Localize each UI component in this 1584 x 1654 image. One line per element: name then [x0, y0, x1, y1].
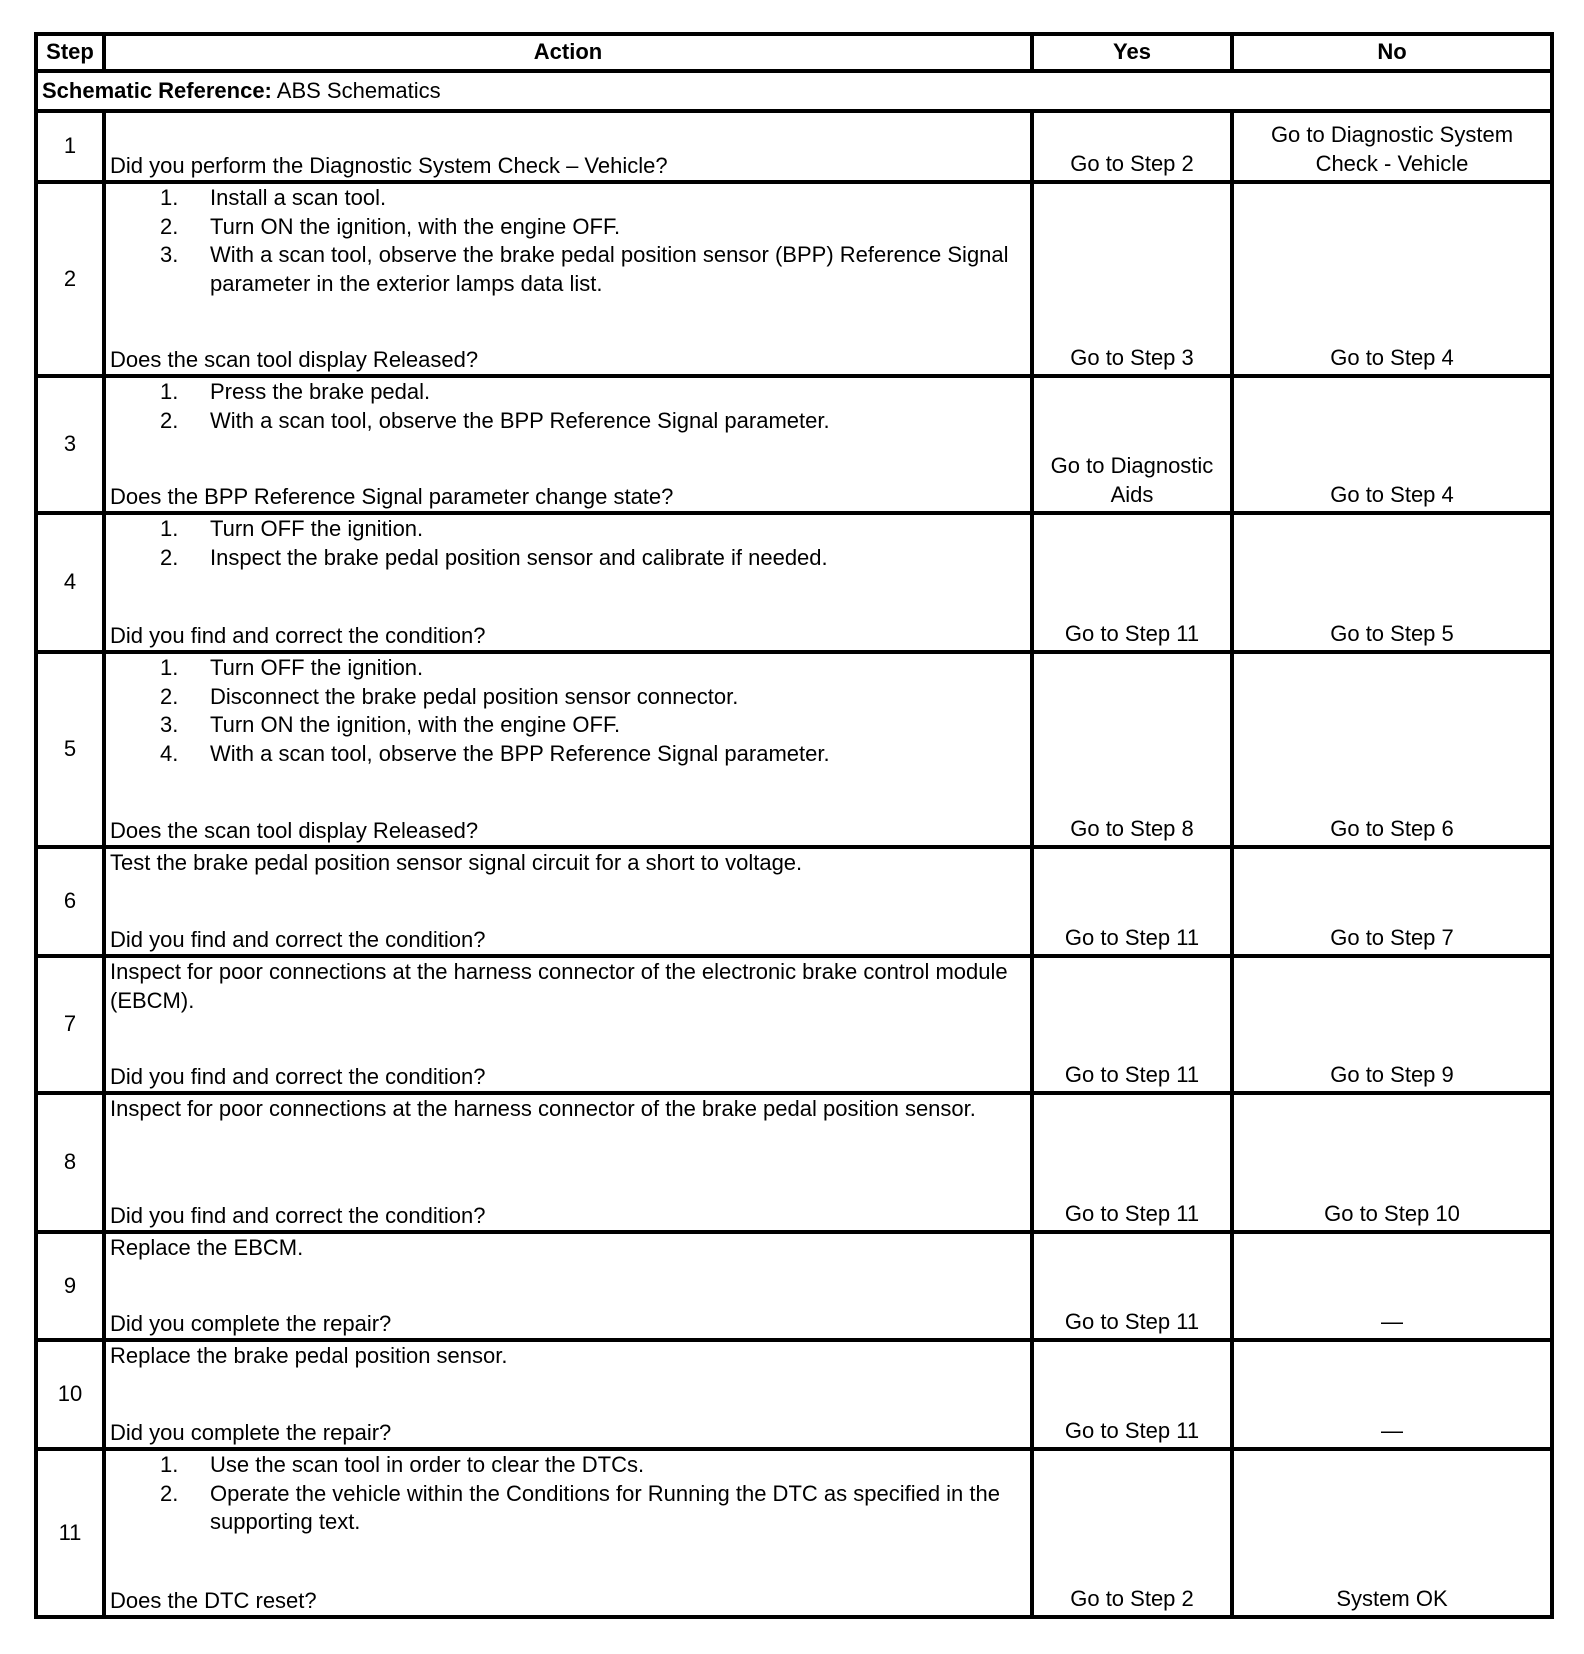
step-number: 8: [36, 1093, 104, 1232]
action-list-item: 2. Operate the vehicle within the Conditions for Running the DTC as specified in the supporting text.: [160, 1480, 1000, 1534]
no-cell: —: [1232, 1232, 1552, 1340]
action-text: Replace the EBCM.: [110, 1235, 304, 1260]
no-cell: Go to Step 4: [1232, 376, 1552, 513]
action-question: Does the DTC reset?: [110, 1587, 317, 1613]
table-row: [36, 376, 1552, 513]
action-cell: [104, 847, 1032, 956]
header-no: No: [1232, 34, 1552, 71]
action-cell: [104, 182, 1032, 376]
action-question: Does the scan tool display Released?: [110, 817, 479, 843]
yes-cell: Go to Step 11: [1032, 1232, 1232, 1340]
action-text: Replace the brake pedal position sensor.: [110, 1343, 508, 1368]
yes-cell: Go to Step 2: [1032, 111, 1232, 182]
yes-cell: Go to Step 3: [1032, 182, 1232, 376]
yes-cell: Go to Step 11: [1032, 513, 1232, 652]
table-row: [36, 1232, 1552, 1340]
action-question: Did you find and correct the condition?: [110, 1063, 486, 1089]
schematic-value: ABS Schematics: [271, 77, 441, 103]
table-row: [36, 956, 1552, 1093]
action-question: Did you complete the repair?: [110, 1419, 392, 1445]
action-cell: [104, 376, 1032, 513]
yes-cell: Go to Step 11: [1032, 1093, 1232, 1232]
action-cell: [104, 1340, 1032, 1449]
action-list-item: 3. With a scan tool, observe the brake pedal position sensor (BPP) Reference Signal parameter in the exterior lamps data list.: [160, 242, 1009, 296]
table-row: [36, 847, 1552, 956]
yes-cell: Go to Step 2: [1032, 1449, 1232, 1617]
table-row: [36, 513, 1552, 652]
action-cell: [104, 1232, 1032, 1340]
action-cell: [104, 956, 1032, 1093]
no-cell: Go to Diagnostic System Check - Vehicle: [1232, 111, 1552, 182]
yes-cell: Go to Step 11: [1032, 847, 1232, 956]
step-number: 1: [36, 111, 104, 182]
no-cell: Go to Step 5: [1232, 513, 1552, 652]
action-question: Does the scan tool display Released?: [110, 346, 479, 372]
no-cell: Go to Step 6: [1232, 652, 1552, 847]
action-list-item: 2. Turn ON the ignition, with the engine OFF.: [160, 213, 621, 239]
action-list-item: 2. Inspect the brake pedal position sensor and calibrate if needed.: [160, 544, 828, 570]
header-step: Step: [36, 34, 104, 71]
action-cell: [104, 1449, 1032, 1617]
action-list-item: 1. Turn OFF the ignition.: [160, 655, 424, 680]
action-list-item: 2. Disconnect the brake pedal position sensor connector.: [160, 683, 739, 709]
table-row: [36, 182, 1552, 376]
table-row: [36, 1340, 1552, 1449]
schematic-label: Schematic Reference:: [42, 77, 272, 103]
header-yes: Yes: [1032, 34, 1232, 71]
step-number: 10: [36, 1340, 104, 1449]
no-cell: Go to Step 10: [1232, 1093, 1552, 1232]
action-list-item: 1. Press the brake pedal.: [160, 379, 431, 404]
action-text: Inspect for poor connections at the harness connector of the electronic brake control module (EBCM).: [110, 959, 1008, 1013]
action-list-item: 2. With a scan tool, observe the BPP Reference Signal parameter.: [160, 407, 830, 433]
no-cell: Go to Step 9: [1232, 956, 1552, 1093]
action-list-item: 1. Use the scan tool in order to clear the DTCs.: [160, 1452, 645, 1477]
step-number: 9: [36, 1232, 104, 1340]
table-row: [36, 652, 1552, 847]
step-number: 2: [36, 182, 104, 376]
action-question: Did you perform the Diagnostic System Check – Vehicle?: [110, 152, 668, 178]
action-question: Did you find and correct the condition?: [110, 1202, 486, 1228]
no-cell: Go to Step 4: [1232, 182, 1552, 376]
action-cell: [104, 652, 1032, 847]
action-question: Did you find and correct the condition?: [110, 622, 486, 648]
no-cell: System OK: [1232, 1449, 1552, 1617]
action-question: Does the BPP Reference Signal parameter change state?: [110, 483, 674, 509]
step-number: 7: [36, 956, 104, 1093]
action-text: Test the brake pedal position sensor signal circuit for a short to voltage.: [110, 850, 803, 875]
no-cell: Go to Step 7: [1232, 847, 1552, 956]
step-number: 4: [36, 513, 104, 652]
step-number: 11: [36, 1449, 104, 1617]
step-number: 5: [36, 652, 104, 847]
step-number: 3: [36, 376, 104, 513]
action-question: Did you complete the repair?: [110, 1310, 392, 1336]
action-list-item: 1. Install a scan tool.: [160, 185, 387, 210]
action-cell: [104, 513, 1032, 652]
no-cell: —: [1232, 1340, 1552, 1449]
yes-cell: Go to Step 8: [1032, 652, 1232, 847]
yes-cell: Go to Step 11: [1032, 956, 1232, 1093]
table-row: [36, 1093, 1552, 1232]
yes-cell: Go to Diagnostic Aids: [1032, 376, 1232, 513]
header-action: Action: [104, 34, 1032, 71]
action-list-item: 3. Turn ON the ignition, with the engine OFF.: [160, 712, 621, 737]
action-list-item: 4. With a scan tool, observe the BPP Reference Signal parameter.: [160, 740, 830, 766]
step-number: 6: [36, 847, 104, 956]
diagnostic-table: [34, 32, 1554, 1619]
yes-cell: Go to Step 11: [1032, 1340, 1232, 1449]
action-list-item: 1. Turn OFF the ignition.: [160, 516, 424, 541]
action-cell: [104, 1093, 1032, 1232]
action-question: Did you find and correct the condition?: [110, 926, 486, 952]
action-text: Inspect for poor connections at the harness connector of the brake pedal position sensor.: [110, 1096, 976, 1121]
header-row: [36, 34, 1552, 71]
schematic-reference-row: [36, 71, 1552, 111]
table-row: [36, 1449, 1552, 1617]
action-cell: [104, 111, 1032, 182]
table-row: [36, 111, 1552, 182]
